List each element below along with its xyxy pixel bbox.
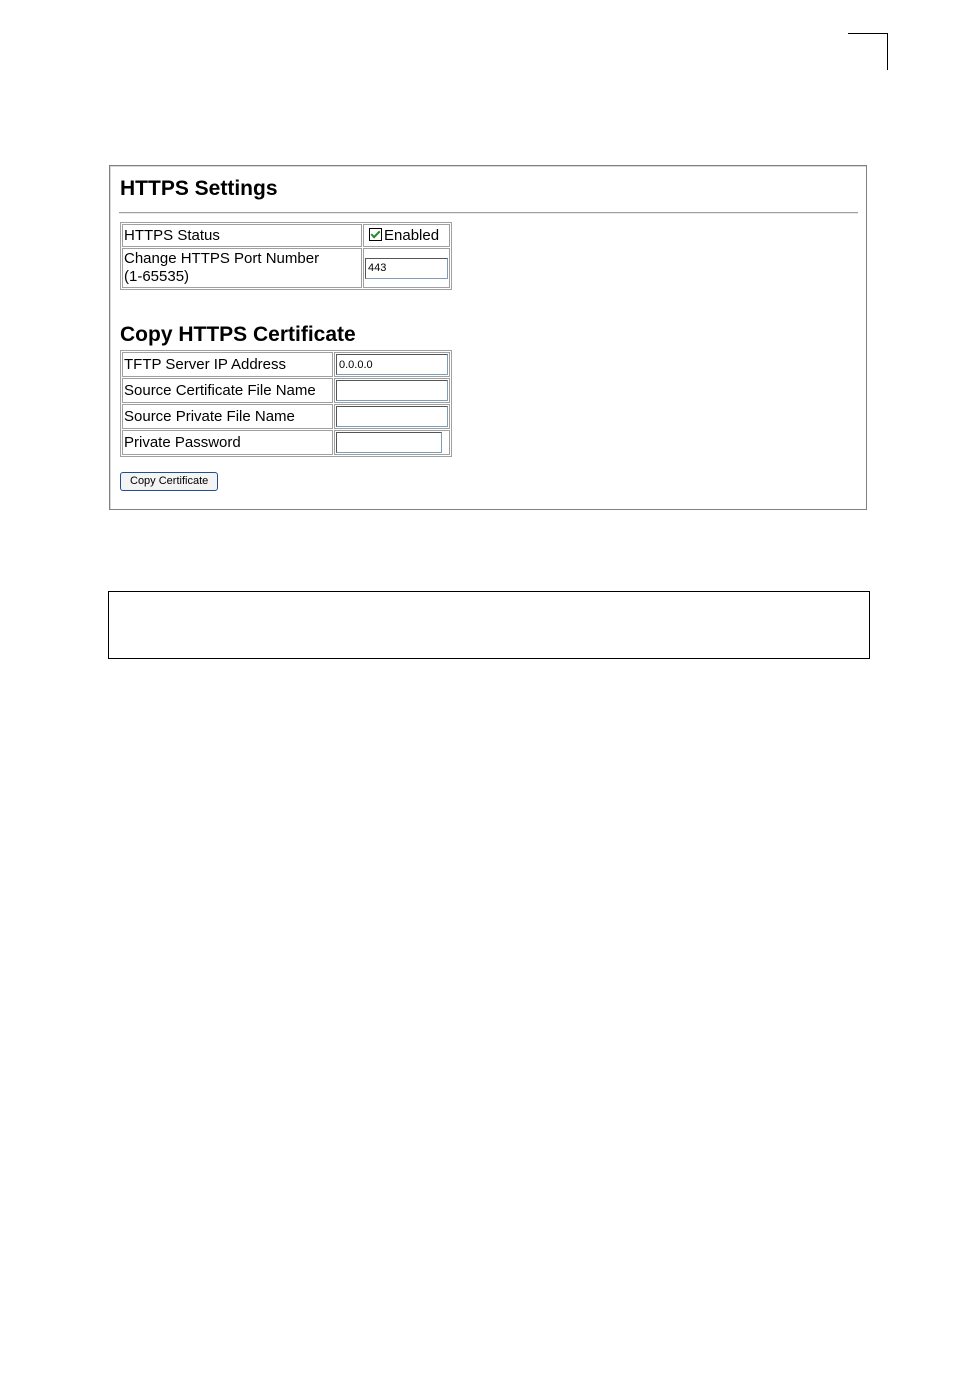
- crop-mark-vertical: [887, 33, 888, 70]
- source-private-file-label: Source Private File Name: [122, 404, 333, 429]
- tftp-server-ip-label: TFTP Server IP Address: [122, 352, 333, 377]
- table-row: [122, 224, 450, 247]
- source-certificate-file-input[interactable]: [336, 380, 448, 401]
- https-status-checkbox[interactable]: [369, 228, 382, 241]
- copy-certificate-table: [120, 350, 452, 457]
- https-status-label: HTTPS Status: [122, 224, 362, 247]
- table-row: [122, 404, 450, 429]
- https-port-input[interactable]: [365, 258, 448, 279]
- source-private-file-input[interactable]: [336, 406, 448, 427]
- source-certificate-file-cell: [334, 378, 450, 403]
- https-settings-panel: [109, 165, 867, 510]
- https-port-label-line1: Change HTTPS Port Number: [124, 250, 320, 267]
- https-settings-table: [120, 222, 452, 290]
- https-status-checkbox-label: Enabled: [384, 226, 440, 244]
- private-password-label: Private Password: [122, 430, 333, 455]
- https-port-cell: [363, 248, 450, 288]
- copy-certificate-title: Copy HTTPS Certificate: [120, 323, 356, 346]
- title-divider: [119, 212, 858, 214]
- https-port-label-line2: (1-65535): [124, 268, 190, 285]
- table-row: [122, 248, 450, 288]
- https-settings-title: HTTPS Settings: [120, 177, 278, 200]
- table-row: [122, 378, 450, 403]
- caption-box: [108, 591, 870, 659]
- https-port-label: [122, 248, 362, 288]
- private-password-cell: [334, 430, 450, 455]
- source-private-file-cell: [334, 404, 450, 429]
- copy-certificate-button[interactable]: Copy Certificate: [120, 472, 218, 491]
- table-row: [122, 430, 450, 455]
- private-password-input[interactable]: [336, 432, 442, 453]
- table-row: [122, 352, 450, 377]
- tftp-server-ip-input[interactable]: [336, 354, 448, 375]
- crop-mark-horizontal: [848, 33, 888, 34]
- https-status-cell: [363, 224, 450, 247]
- source-certificate-file-label: Source Certificate File Name: [122, 378, 333, 403]
- tftp-server-ip-cell: [334, 352, 450, 377]
